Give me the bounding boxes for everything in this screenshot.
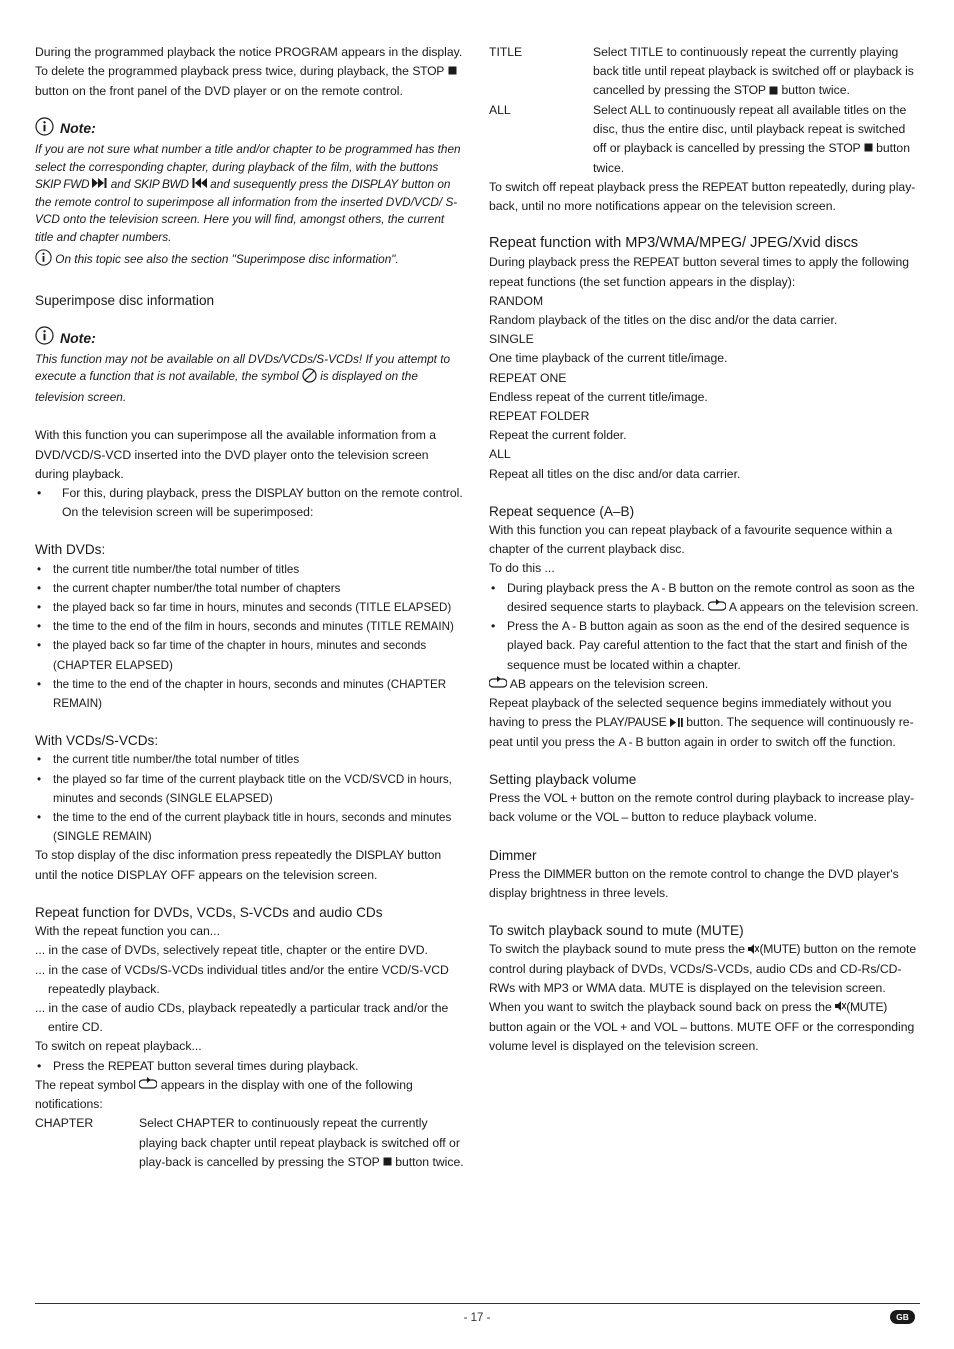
skip-bwd-label: SKIP BWD: [133, 177, 189, 192]
with-dvds-heading: With DVDs:: [35, 542, 106, 558]
mode-description: Endless repeat of the current title/image.: [489, 389, 708, 404]
stop-square-icon: [864, 139, 873, 158]
mode-label: REPEAT ONE: [489, 370, 567, 385]
vol-plus-label: VOL +: [543, 791, 577, 806]
list-item: • the current title number/the total number of titles: [35, 750, 465, 769]
keyword-mute: MUTE: [649, 980, 684, 995]
mute-paragraph-2: When you want to switch the playback sound back on press the (MUTE) button again or the VOL + and VOL – buttons. MUTE OFF or the corresponding volume level is displayed on the television screen.: [489, 1000, 915, 1053]
with-vcds-heading: With VCDs/S-VCDs:: [35, 733, 159, 749]
repeat-label: REPEAT: [107, 1058, 154, 1073]
note-1-see-also: On this topic see also the section "Superimpose disc information".: [35, 249, 465, 272]
mode-description: Repeat the current folder.: [489, 428, 627, 443]
dimmer-heading: Dimmer: [489, 847, 537, 863]
stop-square-icon: [769, 82, 778, 101]
mode-description: Random playback of the titles on the disc and/or the data carrier.: [489, 312, 838, 327]
mute-label: (MUTE): [846, 1000, 888, 1015]
repeat-intro: With the repeat function you can...: [35, 924, 220, 939]
info-circle-icon: [35, 249, 52, 272]
mp3-intro: During playback press the REPEAT button several times to apply the following repeat functions (the set function appears in the display):: [489, 255, 910, 289]
stop-square-icon: [383, 1153, 392, 1172]
chapter-row: [35, 1114, 465, 1172]
repeat-arrow-icon: [489, 675, 507, 694]
list-item: • the current title number/the total number of titles: [35, 560, 465, 579]
info-circle-icon: [35, 326, 54, 350]
repeat-case: ... in the case of audio CDs, playback repeatedly a particular track and/or the entire CD.: [35, 1000, 449, 1035]
note-2-text: This function may not be available on all DVDs/VCDs/S-VCDs! If you attempt to execute a function that is not available, the symbol is displayed on the television screen.: [35, 351, 451, 404]
list-item: • Press the REPEAT button several times during playback.: [35, 1057, 465, 1076]
repeat-label: REPEAT: [702, 179, 749, 194]
vol-minus-label: VOL –: [595, 810, 628, 825]
switch-off-paragraph: To switch off repeat playback press the REPEAT button repeatedly, during play-back, until no more notifications appear on the television screen.: [489, 179, 916, 213]
page-number: - 17 -: [463, 1312, 491, 1324]
mode-description: Repeat all titles on the disc and/or data carrier.: [489, 466, 741, 481]
mp3-heading: Repeat function with MP3/WMA/MPEG/ JPEG/Xvid discs: [489, 235, 859, 252]
mode-label: REPEAT FOLDER: [489, 409, 590, 423]
title-definition: Select TITLE to continuously repeat the currently playing back title until repeat playback is switched off or playback is cancelled by pressing the STOP button twice.: [593, 43, 921, 101]
vol-plus-label: VOL +: [594, 1019, 627, 1034]
mute-paragraph-1: To switch the playback sound to mute press the (MUTE) button on the remote control during playback of DVDs, VCDs/S-VCDs, audio CDs and CD-Rs/CD-RWs with MP3 or WMA data. MUTE is displayed on the television screen.: [489, 942, 917, 995]
left-column: [35, 43, 465, 1172]
ab-list: [489, 579, 921, 675]
superimpose-list: [35, 484, 465, 522]
stop-display-paragraph: To stop display of the disc information press repeatedly the DISPLAY button until the notice DISPLAY OFF appears on the television screen.: [35, 848, 442, 882]
ab-outro: Repeat playback of the selected sequence begins immediately without you having to press the PLAY/PAUSE button. The sequence will continuously re-peat until you press the A - B button again in order to switch off the function.: [489, 696, 914, 749]
mute-speaker-icon: [835, 998, 846, 1017]
repeat-heading: Repeat function for DVDs, VCDs, S-VCDs and audio CDs: [35, 904, 383, 920]
note-2-title: Note:: [35, 326, 465, 350]
list-item: • the played so far time of the current playback title on the VCD/SVCD in hours, minutes and seconds (SINGLE ELAPSED): [35, 770, 465, 808]
all-term: ALL: [489, 102, 511, 117]
repeat-arrow-icon: [139, 1076, 157, 1095]
list-item: • the played back so far time in hours, minutes and seconds (TITLE ELAPSED): [35, 598, 465, 617]
keyword-program: PROGRAM: [274, 45, 338, 59]
ab-todo: To do this ...: [489, 561, 555, 576]
repeat-cases: [35, 941, 465, 1037]
mute-speaker-icon: [748, 941, 759, 960]
right-column: [489, 43, 921, 1056]
ab-button-label: A - B: [651, 580, 677, 595]
repeat-case: ... in the case of VCDs/S-VCDs individual titles and/or the entire VCD/S-VCD repeatedly playback.: [35, 962, 449, 996]
country-badge: GB: [890, 1310, 915, 1324]
prohibited-circle-icon: [302, 368, 317, 389]
keyword-mute-off: MUTE OFF: [736, 1019, 800, 1034]
volume-paragraph: Press the VOL + button on the remote control during playback to increase play-back volume or the VOL – button to reduce playback volume.: [489, 791, 915, 825]
footer-divider: [35, 1303, 920, 1304]
ab-appears: AB appears on the television screen.: [489, 675, 921, 694]
repeat-case: ... in the case of DVDs, selectively repeat title, chapter or the entire DVD.: [35, 943, 428, 958]
list-item: • Press the A - B button again as soon as the end of the desired sequence is played back. Pay careful attention to the fact that the start and finish of the sequence must be located within a chapter.: [489, 617, 921, 675]
switch-on-text: To switch on repeat playback...: [35, 1039, 202, 1054]
list-item: • the time to the end of the current playback title in hours, seconds and minutes (SINGLE REMAIN): [35, 808, 465, 846]
vol-minus-label: VOL –: [654, 1019, 687, 1034]
info-circle-icon: [35, 117, 54, 141]
chapter-definition: Select CHAPTER to continuously repeat the currently playing back chapter until repeat playback is switched off or play-back is cancelled by pressing the STOP button twice.: [139, 1114, 465, 1172]
display-label: DISPLAY: [351, 177, 398, 192]
mode-label: SINGLE: [489, 332, 534, 347]
dimmer-label: DIMMER: [543, 866, 592, 881]
repeat-symbol-paragraph: The repeat symbol appears in the display with one of the following notifications:: [35, 1077, 413, 1112]
ab-button-label: A - B: [561, 619, 587, 634]
program-paragraph: During the programmed playback the notice PROGRAM appears in the display. To delete the programmed playback press twice, during playback, the STOP button on the front panel of the DVD player or on the remote control.: [35, 45, 463, 98]
display-label: DISPLAY: [255, 486, 304, 501]
mp3-modes: [489, 292, 921, 484]
note-1-text: If you are not sure what number a title and/or chapter to be programmed has then select the corresponding chapter, during playback of the film, with the buttons SKIP FWD and SKIP BWD and susequently press the DISPLAY button on the remote control to superimpose all information from the inserted DVD/VCD/ S-VCD onto the television screen. Here you will find, amongst others, the current title and chapter numbers.: [35, 141, 461, 245]
dvd-info-list: [35, 560, 465, 714]
stop-button-label: STOP: [412, 64, 445, 79]
stop-button-label: STOP: [733, 83, 766, 98]
stop-button-label: STOP: [828, 141, 861, 156]
mode-description: One time playback of the current title/image.: [489, 351, 728, 366]
mode-label: RANDOM: [489, 293, 544, 308]
ab-button-label: A - B: [618, 734, 644, 749]
stop-square-icon: [448, 62, 457, 81]
dimmer-paragraph: Press the DIMMER button on the remote control to change the DVD player's display brightness in three levels.: [489, 866, 899, 900]
all-row: [489, 101, 921, 178]
chapter-term: CHAPTER: [35, 1116, 94, 1131]
all-definition: Select ALL to continuously repeat all available titles on the disc, thus the entire disc, until playback repeat is switched off or playback is cancelled by pressing the STOP button twice.: [593, 102, 910, 175]
title-term: TITLE: [489, 45, 523, 59]
mute-label: (MUTE): [759, 942, 801, 957]
list-item: • the current chapter number/the total number of chapters: [35, 579, 465, 598]
display-label: DISPLAY: [355, 848, 404, 863]
vcd-info-list: [35, 750, 465, 846]
repeat-arrow-icon: [708, 598, 726, 617]
repeat-label: REPEAT: [633, 255, 680, 270]
mode-label: ALL: [489, 447, 511, 462]
title-row: [489, 43, 921, 101]
skip-fwd-label: SKIP FWD: [35, 177, 90, 192]
note-1-title: Note:: [35, 117, 465, 141]
switch-on-list: [35, 1057, 465, 1076]
ab-heading: Repeat sequence (A–B): [489, 503, 635, 519]
superimpose-paragraph: With this function you can superimpose all the available information from a DVD/VCD/S-VCD inserted into the DVD player onto the television screen during playback.: [35, 428, 437, 481]
play-pause-icon: [670, 714, 683, 733]
mute-heading: To switch playback sound to mute (MUTE): [489, 923, 744, 939]
play-pause-label: PLAY/PAUSE: [595, 715, 667, 730]
list-item: • During playback press the A - B button on the remote control as soon as the desired sequence starts to playback. A appears on the television screen.: [489, 579, 921, 618]
list-item: • the played back so far time of the chapter in hours, minutes and seconds (CHAPTER ELAPSED): [35, 636, 465, 674]
volume-heading: Setting playback volume: [489, 771, 637, 787]
skip-backward-icon: [192, 176, 207, 194]
list-item: • the time to the end of the chapter in hours, seconds and minutes (CHAPTER REMAIN): [35, 675, 465, 713]
skip-forward-icon: [92, 176, 107, 194]
superimpose-heading: Superimpose disc information: [35, 293, 215, 309]
stop-button-label: STOP: [347, 1154, 380, 1169]
list-item: • the time to the end of the film in hours, seconds and minutes (TITLE REMAIN): [35, 617, 465, 636]
list-item: • For this, during playback, press the DISPLAY button on the remote control. On the television screen will be superimposed:: [35, 484, 465, 522]
keyword-display-off: DISPLAY OFF: [116, 867, 196, 882]
ab-intro: With this function you can repeat playback of a favourite sequence within a chapter of the current playback disc.: [489, 523, 893, 557]
